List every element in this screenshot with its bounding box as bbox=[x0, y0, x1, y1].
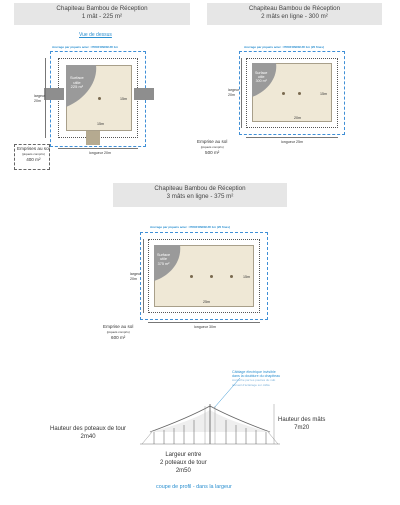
tent2-mast-1 bbox=[282, 92, 285, 95]
tent1-title-box bbox=[14, 3, 190, 25]
tent2-anchor-note: Ancrage par piquets acier : PROFONDEUR 1m (20 fines) bbox=[244, 45, 325, 49]
tent2-title-line2: 2 mâts en ligne - 300 m² bbox=[261, 13, 328, 20]
tent2-side-l1: largeur bbox=[228, 88, 240, 92]
tent3-footprint-l2: (piquets compris) bbox=[106, 329, 130, 334]
tent1-dim-bottom bbox=[58, 148, 138, 149]
profile-pole-height bbox=[50, 425, 126, 441]
tent1-entrance-bottom bbox=[86, 131, 100, 145]
tent2-title-line1: Chapiteau Bambou de Réception bbox=[248, 5, 341, 12]
tent2-dim-bottom bbox=[246, 137, 338, 138]
tent3-surface-l3: 375 m² bbox=[157, 261, 170, 266]
tent2-bottom-label: longueur 25m bbox=[281, 140, 303, 144]
tent1-height-label: 15m bbox=[120, 97, 127, 101]
tent1-side-l2: 20m bbox=[34, 98, 41, 103]
tent3-side-l1: largeur bbox=[130, 272, 142, 276]
tent3-dim-bottom bbox=[148, 322, 260, 323]
tent1-surface bbox=[70, 76, 84, 90]
tent1-footprint-l2: (piquets compris) bbox=[21, 151, 45, 156]
tent1-width-label: 15m bbox=[97, 122, 104, 126]
tent3-side-label bbox=[130, 272, 141, 281]
tent2-height-label: 15m bbox=[320, 92, 327, 96]
tent2-footprint bbox=[197, 139, 227, 156]
profile-caption: coupe de profil - dans la largeur bbox=[156, 484, 232, 490]
profile-mast-height-l2: 7m20 bbox=[294, 425, 310, 431]
tent2-title-box bbox=[207, 3, 382, 25]
tent3-surface-l1: Surface bbox=[157, 253, 171, 257]
tent3-mast-1 bbox=[190, 275, 193, 278]
tent1-bottom-label: longueur 20m bbox=[89, 151, 111, 155]
profile-mast-height-l1: Hauteur des mâts bbox=[278, 417, 326, 423]
tent3-anchor-note: Ancrage par piquets acier : PROFONDEUR 1m (20 fines) bbox=[150, 225, 231, 229]
tent1-view-link[interactable]: Vue de dessus bbox=[79, 32, 112, 38]
tent3-width-label: 25m bbox=[203, 300, 210, 304]
tent1-side-l1: largeur bbox=[34, 94, 46, 98]
tent3-footprint bbox=[103, 324, 133, 341]
profile-spacing-l3: 2m50 bbox=[175, 468, 191, 474]
tent3-title-line1: Chapiteau Bambou de Réception bbox=[154, 185, 246, 192]
profile-cable-l3: Accroche par les poutres du mât bbox=[232, 378, 276, 383]
tent2-side-l2: 20m bbox=[228, 92, 235, 97]
tent1-anchor-note: Ancrage par piquets acier : PROFONDEUR 1m bbox=[52, 45, 119, 49]
tent3-height-label: 15m bbox=[243, 275, 250, 279]
tent3-bottom-label: longueur 30m bbox=[194, 325, 216, 329]
tent1-entrance-left bbox=[44, 88, 64, 100]
tent1-title-line1: Chapiteau Bambou de Réception bbox=[56, 5, 148, 12]
tent3-surface bbox=[157, 253, 170, 266]
tent1-footprint bbox=[17, 146, 50, 163]
profile-mast-height bbox=[278, 416, 325, 432]
profile-cable-l1: Câblage électrique invisible bbox=[232, 370, 276, 374]
tent1-mast bbox=[98, 97, 101, 100]
tent2-dim-side bbox=[241, 58, 242, 128]
tent3-footprint-l1: Emprise au sol bbox=[103, 324, 134, 329]
tent1-surface-l2: utile bbox=[73, 79, 81, 85]
profile-pole-height-l1: Hauteur des poteaux de tour bbox=[50, 426, 127, 432]
tent2-surface bbox=[255, 71, 267, 84]
tent1-surface-l1: Surface bbox=[70, 75, 84, 80]
tent1-title-line2: 1 mât - 225 m² bbox=[81, 13, 123, 20]
tent3-surface-l2: utile bbox=[160, 257, 168, 262]
tent2-footprint-l1: Emprise au sol bbox=[197, 139, 228, 144]
tent2-side-label bbox=[228, 88, 239, 97]
profile-tent-drawing bbox=[140, 360, 280, 450]
tent3-title-box bbox=[113, 183, 287, 207]
tent3-dim-side bbox=[143, 239, 144, 313]
tent3-mast-3 bbox=[230, 275, 233, 278]
profile-cable-leader bbox=[214, 378, 240, 408]
tent1-footprint-l3: 400 m² bbox=[26, 157, 41, 162]
profile-cable-l4: Accueil d'éclairage sur câble bbox=[232, 382, 270, 387]
tent2-footprint-l2: (piquets compris) bbox=[200, 144, 224, 149]
tent1-surface-l3: 225 m² bbox=[70, 84, 84, 90]
tent2-width-label: 20m bbox=[294, 116, 301, 120]
tent2-surface-l3: 300 m² bbox=[255, 79, 267, 84]
tent2-footprint-l3: 500 m² bbox=[205, 150, 220, 155]
tent3-mast-2 bbox=[210, 275, 213, 278]
tent3-title-line2: 3 mâts en ligne - 375 m² bbox=[166, 193, 234, 200]
tent3-side-l2: 20m bbox=[130, 276, 137, 281]
tent2-surface-l1: Surface bbox=[255, 71, 268, 75]
profile-spacing bbox=[160, 451, 207, 475]
tent2-surface-l2: utile bbox=[257, 75, 265, 80]
tent3-footprint-l3: 600 m² bbox=[111, 335, 126, 340]
tent1-dim-side bbox=[45, 58, 46, 138]
tent2-mast-2 bbox=[298, 92, 301, 95]
tent1-entrance-right bbox=[134, 88, 154, 100]
profile-spacing-l2: 2 poteaux de tour bbox=[160, 460, 207, 466]
tent1-footprint-l1: Emprises au sol bbox=[17, 146, 50, 151]
profile-cable-l2: dans la doublure du chapiteau bbox=[232, 374, 281, 379]
profile-spacing-l1: Largeur entre bbox=[165, 452, 202, 458]
tent1-side-label bbox=[34, 94, 45, 103]
profile-pole-height-l2: 2m40 bbox=[80, 434, 96, 440]
